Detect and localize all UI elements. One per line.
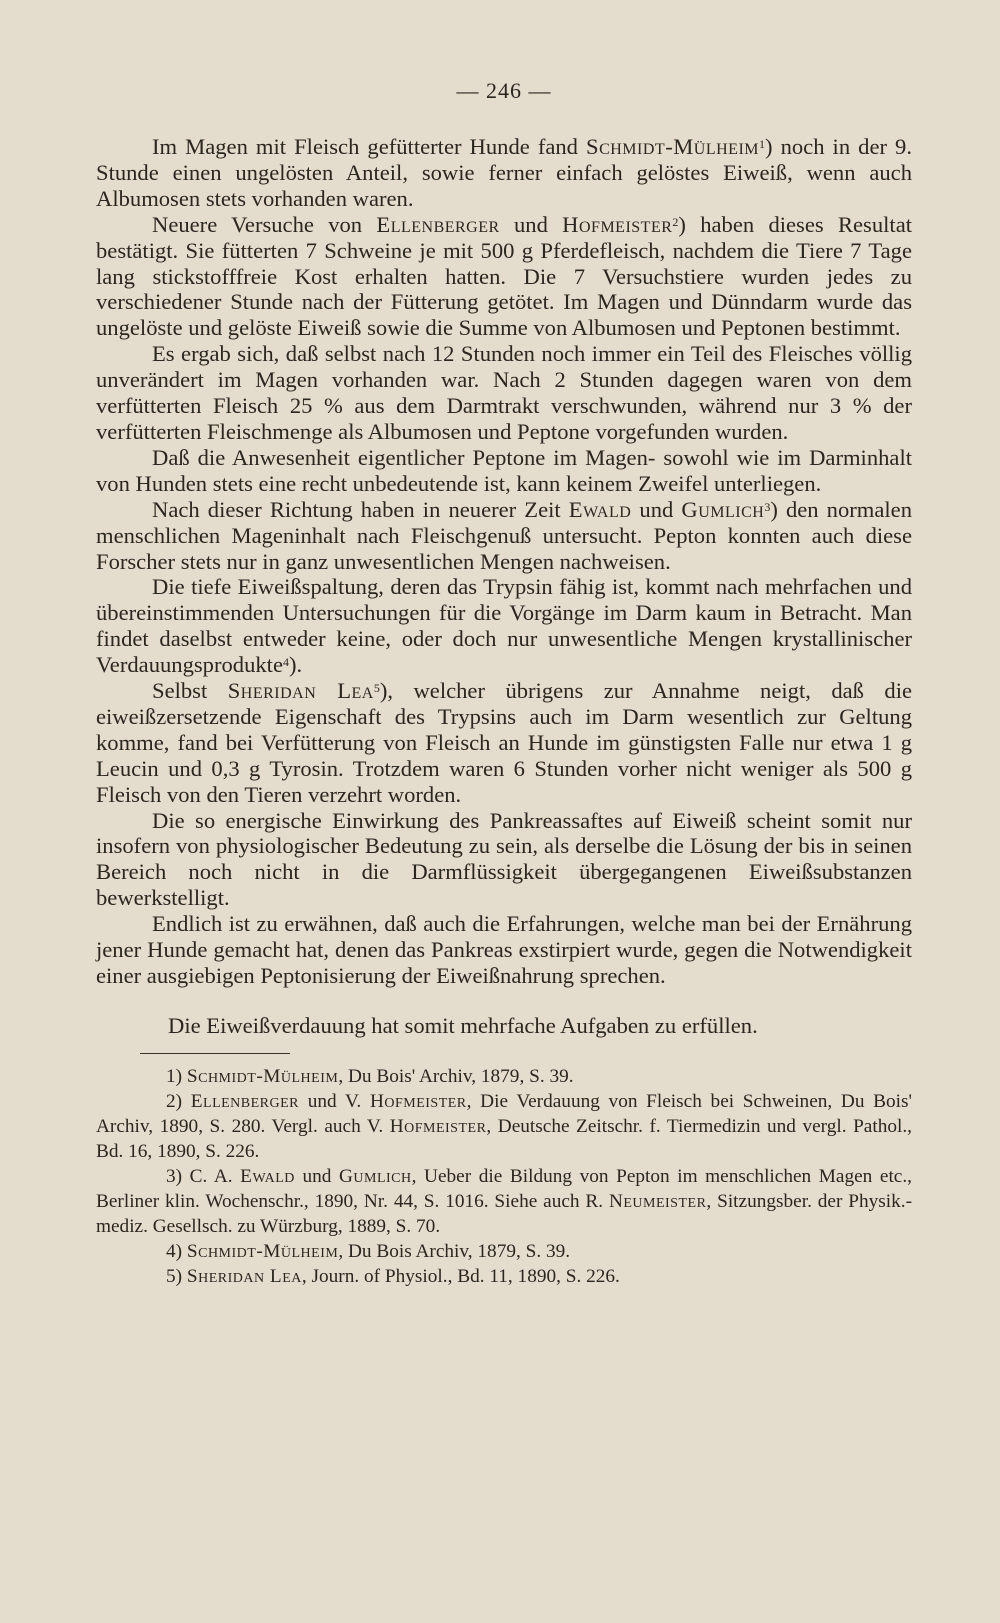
footnote-2 [96,1089,912,1164]
author-name: Ewald [240,1165,295,1187]
paragraph-3 [96,341,912,445]
author-name: Ewald [568,496,632,522]
footnote-ref: 2 [672,214,679,229]
footnote-text: und [294,1165,339,1187]
paragraph-7 [96,678,912,808]
footnote-5 [96,1264,912,1289]
paragraph-text: ) noch in der 9. Stunde einen ungelösten Anteil, sowie ferner einfach gelöstes Eiweiß, wenn auch Albumosen stets vorhanden waren. [96,134,913,211]
footnote-ref: 1 [759,137,766,151]
author-name: Schmidt-Mülheim [186,1240,339,1262]
footnote-text: 2) [166,1090,191,1112]
footnote-ref: 4 [282,655,289,670]
footnote-1 [96,1064,912,1089]
paragraph-6 [96,574,912,678]
author-name: Hofmeister [389,1115,487,1137]
paragraph-text: ). [288,652,303,678]
paragraph-text: Neuere Versuche von [152,211,377,237]
footnote-text: 3) C. A. [166,1165,241,1187]
footnotes [96,1064,912,1289]
author-name: Sheridan Lea [186,1265,302,1287]
footnote-text: , Deutsche Zeitschr. f. Tiermedizin und vergl. Pathol., Bd. 16, 1890, S. 226. [96,1115,912,1162]
paragraph-text: ) den normalen menschlichen Mageninhalt nach Fleischgenuß untersucht. Pepton konnten auch diese Forscher stets nur in ganz unwesentlichen Mengen nachweisen. [96,496,912,574]
author-name: Schmidt-Mülheim [586,134,760,159]
footnote-text: und V. [299,1090,370,1112]
footnote-ref: 3 [764,499,771,514]
paragraph-8 [96,808,912,912]
footnote-text: , Ueber die Bildung von Pepton im menschlichen Magen etc., Berliner klin. Wochenschr., 1890, Nr. 44, S. 1016. Siehe auch R. [96,1165,912,1212]
paragraph-1 [96,134,912,212]
footnote-text: 1) [166,1065,187,1087]
footnote-4 [96,1239,912,1264]
footnote-text: , Du Bois Archiv, 1879, S. 39. [338,1240,571,1262]
paragraph-text: Die tiefe Eiweißspaltung, deren das Trypsin fähig ist, kommt nach mehrfachen und übereinstimmenden Untersuchungen für die Vorgänge im Darm kaum in Betracht. Man findet daselbst entweder keine, oder doch nur unwesentliche Mengen krystallinischer Verdauungsprodukte [96,574,912,678]
closing-sentence: Die Eiweißverdauung hat somit mehrfache Aufgaben zu erfüllen. [168,1012,758,1038]
paragraph-text: Im Magen mit Fleisch gefütterter Hunde fand [152,134,587,159]
author-name: Gumlich [338,1165,412,1187]
paragraph-text: und [631,496,682,522]
footnote-text: , Journ. of Physiol., Bd. 11, 1890, S. 226. [301,1265,620,1287]
author-name: Ellenberger [376,211,500,237]
footnote-divider [140,1053,290,1054]
paragraph-9 [96,911,912,989]
footnote-ref: 5 [373,681,380,696]
paragraph-4 [96,445,912,497]
paragraph-text: Nach dieser Richtung haben in neuerer Zeit [152,496,569,522]
paragraph-2 [96,212,912,342]
page-number: — 246 — [456,78,552,103]
paragraph-text: Es ergab sich, daß selbst nach 12 Stunden noch immer ein Teil des Fleisches völlig unverändert im Magen vorhanden war. Nach 2 Stunden dagegen waren von dem verfütterten Fleisch 25 % aus dem Darmtrakt verschwunden, während nur 3 % der verfütterten Fleischmenge als Albumosen und Peptone vorgefunden wurden. [96,341,912,444]
author-name: Ellenberger [190,1090,300,1112]
paragraph-text: und [499,211,563,237]
paragraph-text: Daß die Anwesenheit eigentlicher Peptone im Magen- sowohl wie im Darminhalt von Hunden stets eine recht unbedeutende ist, kann keinem Zweifel unterliegen. [96,444,912,496]
author-name: Sheridan Lea [227,678,374,704]
paragraph-text: Endlich ist zu erwähnen, daß auch die Erfahrungen, welche man bei der Ernährung jener Hunde gemacht hat, denen das Pankreas exstirpiert wurde, gegen die Notwendigkeit einer ausgiebigen Peptonisierung der Eiweißnahrung sprechen. [96,911,912,988]
paragraph-text: ) haben dieses Resultat bestätigt. Sie fütterten 7 Schweine je mit 500 g Pferdefleisch, nachdem die Tiere 7 Tage lang stickstofffreie Kost erhalten hatten. Die 7 Versuchstiere wurden jedes zu verschiedener Stunde nach der Fütterung getötet. Im Magen und Dünndarm wurde das ungelöste und gelöste Eiweiß sowie die Summe von Albumosen und Peptonen bestimmt. [96,211,912,341]
author-name: Neumeister [608,1190,707,1212]
author-name: Hofmeister [369,1090,467,1112]
footnote-3 [96,1164,912,1239]
paragraph-text: ), welcher übrigens zur Annahme neigt, daß die eiweißzersetzende Eigenschaft des Trypsins auch im Darm wesentlich zur Geltung komme, fand bei Verfütterung von Fleisch an Hunde im günstigsten Falle nur etwa 1 g Leucin und 0,3 g Tyrosin. Trotzdem waren 6 Stunden vorher nicht weniger als 500 g Fleisch von den Tieren verzehrt worden. [96,678,913,807]
footnote-text: , Die Verdauung von Fleisch bei Schweinen, Du Bois' Archiv, 1890, S. 280. Vergl. auch V. [96,1090,912,1137]
footnote-text: , Sitzungsber. der Physik.-mediz. Gesellsch. zu Würzburg, 1889, S. 70. [96,1190,912,1237]
footnote-text: 4) [166,1240,187,1262]
body-text [96,134,912,989]
author-name: Gumlich [681,496,765,522]
footnote-text: , Du Bois' Archiv, 1879, S. 39. [338,1065,574,1087]
footnote-text: 5) [166,1265,187,1287]
paragraph-text: Die so energische Einwirkung des Pankreassaftes auf Eiweiß scheint somit nur insofern von physiologischer Bedeutung zu sein, als derselbe die Lösung der bis in seinen Bereich noch nicht in die Darmflüssigkeit übergegangenen Eiweißsubstanzen bewerkstelligt. [96,807,912,911]
paragraph-5 [96,497,912,575]
author-name: Hofmeister [562,211,673,237]
author-name: Schmidt-Mülheim [186,1065,339,1087]
paragraph-text: Selbst [152,678,228,704]
